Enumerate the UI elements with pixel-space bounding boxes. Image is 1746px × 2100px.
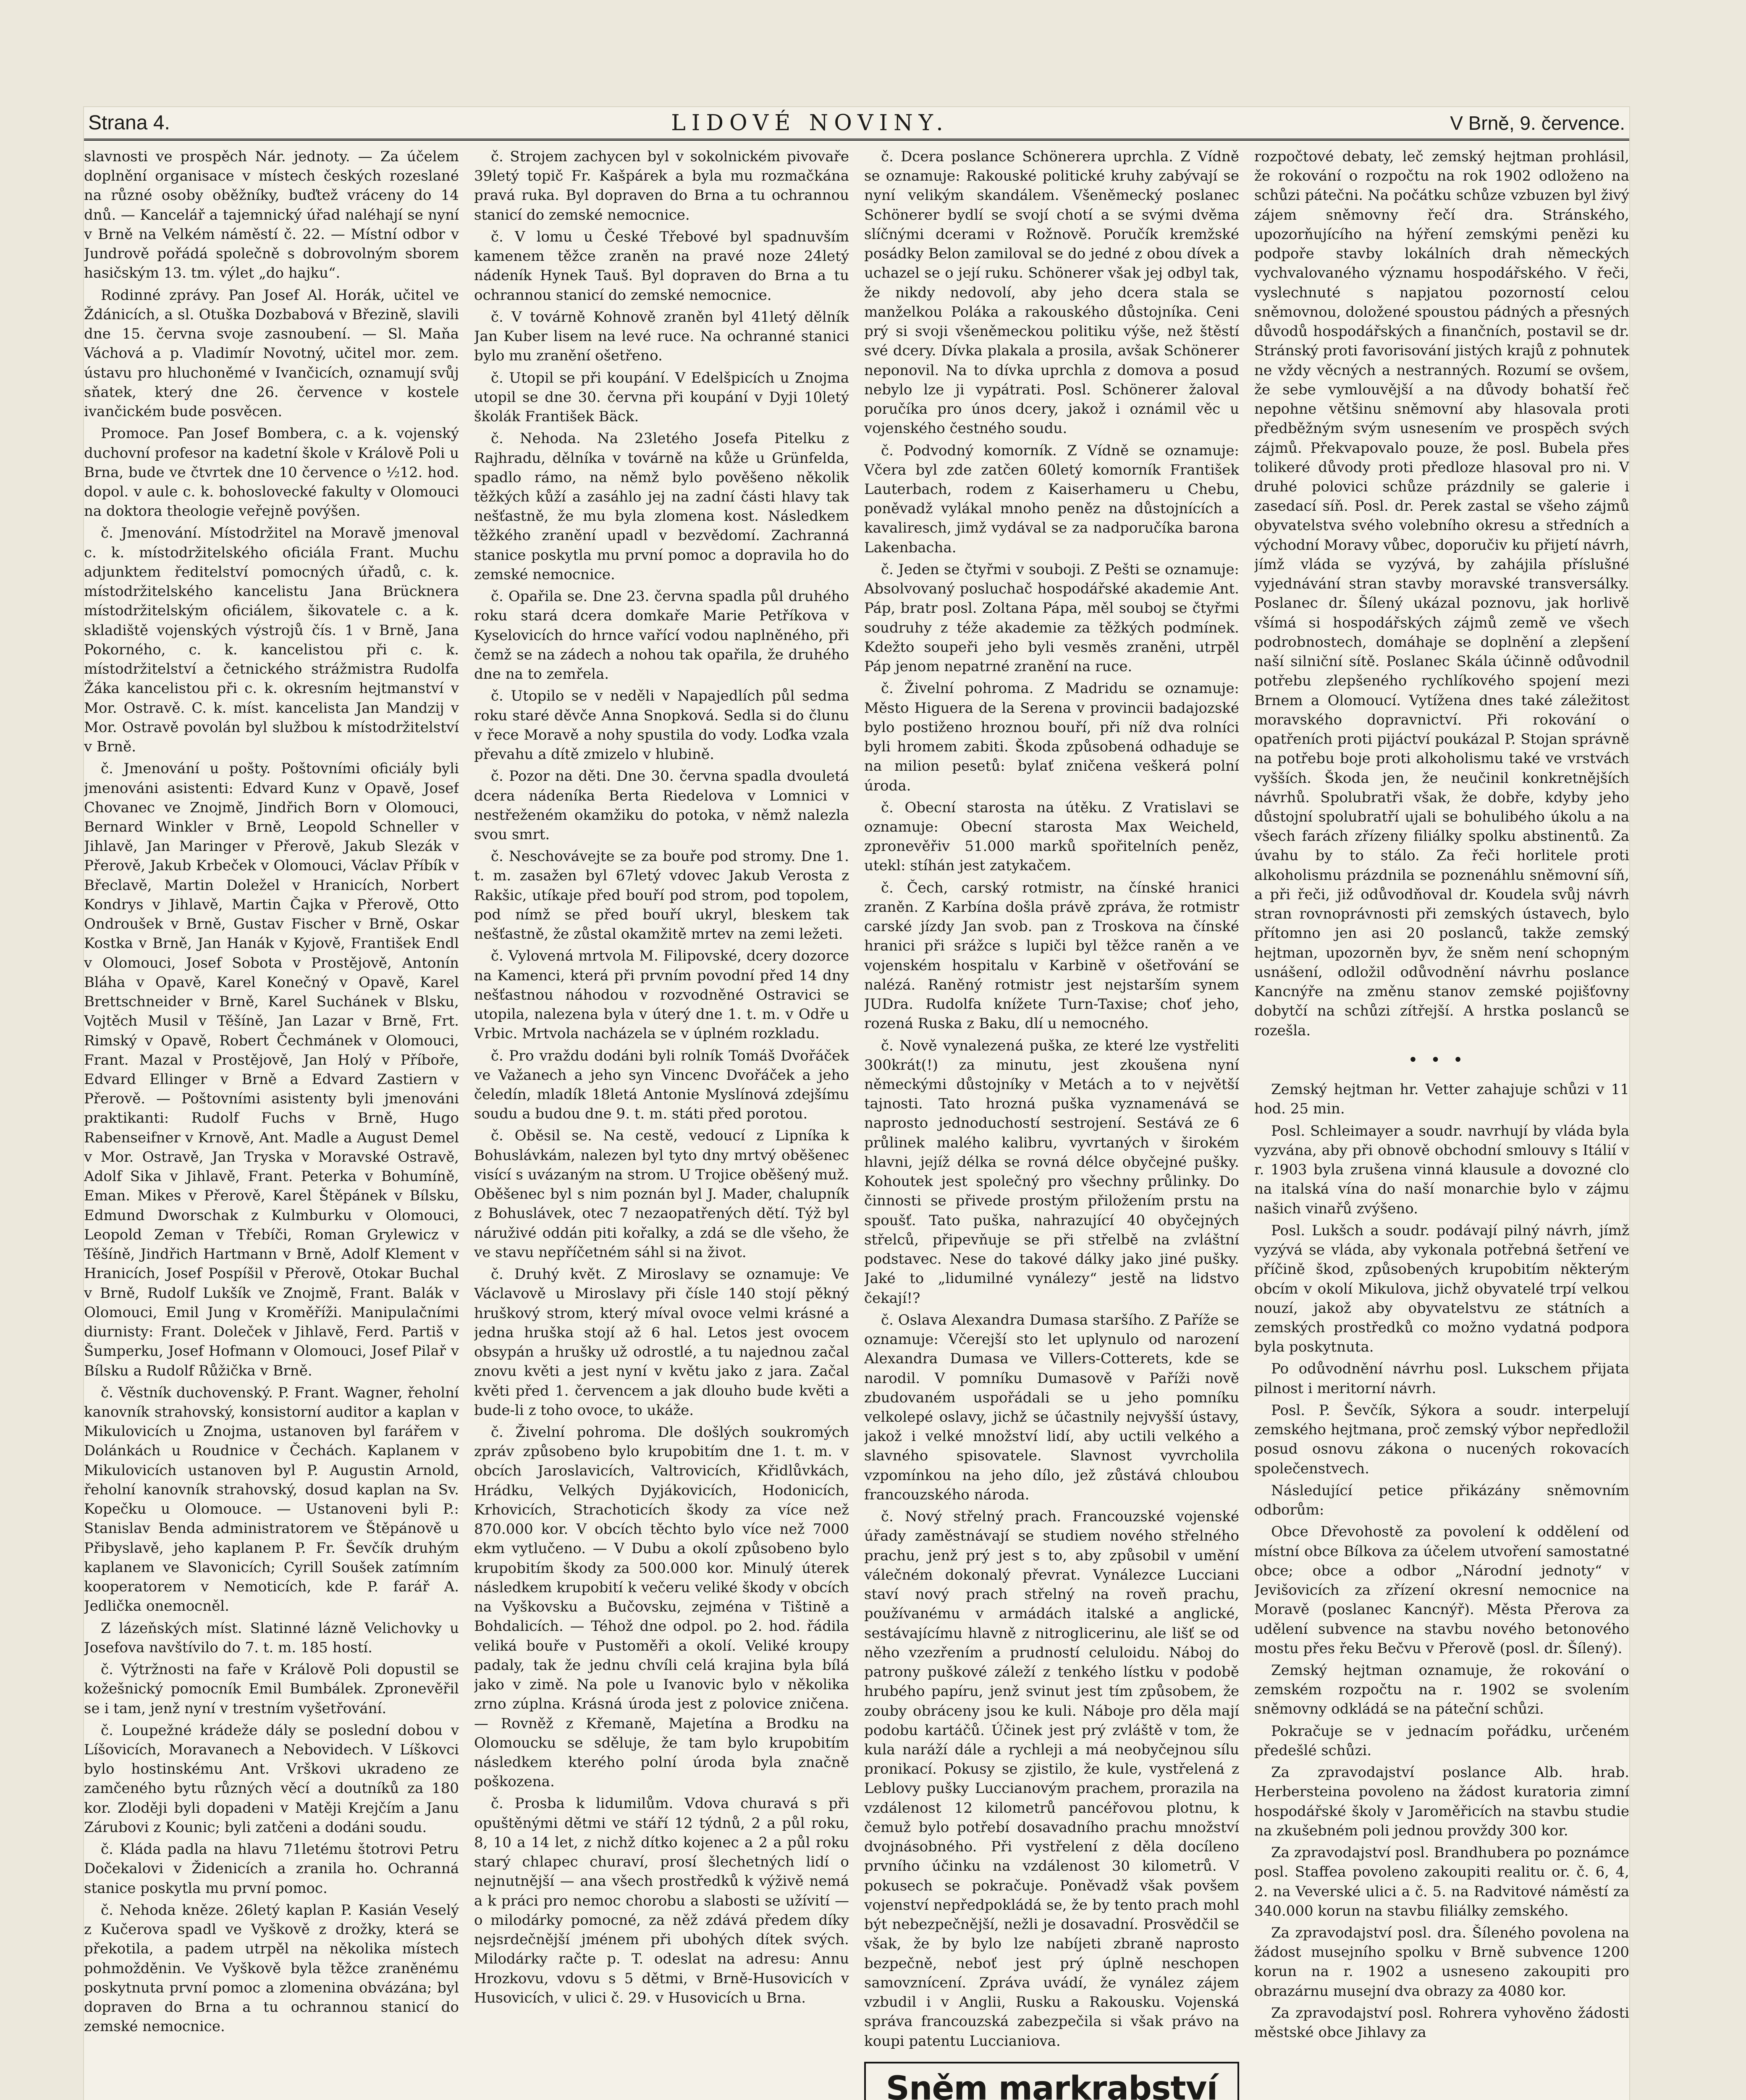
article-paragraph: č. Nehoda kněze. 26letý kaplan P. Kasián Veselý z Kučerova spadl ve Vyškově z drožky, která se překotila, a padem utrpěl na několika místech pohmožděnin. Ve Vyškově byla těžce zraněnému poskytnuta první pomoc a zlomenina obvázána; byl dopraven do Brna a tu ochrannou stanicí do zemské nemocnice.: [84, 1901, 459, 2035]
newspaper-page: [84, 107, 1629, 2100]
article-paragraph: č. Jeden se čtyřmi v souboji. Z Pešti se oznamuje: Absolvovaný posluchač hospodářské akademie Ant. Páp, bratr posl. Zoltana Pápa, měl souboj se čtyřmi soudruhy z téže akademie za těžkých podmínek. Kdežto soupeři jeho byli vesměs zraněni, utrpěl Páp jenom nepatrné zranění na ruce.: [864, 561, 1239, 675]
masthead-title: LIDOVÉ NOVINY.: [671, 110, 949, 136]
article-paragraph: Posl. Schleimayer a soudr. navrhují by vláda byla vyzvána, aby při obnově obchodní smlouvy s Itálií v r. 1903 byla zrušena vinná klausule a dovozné clo na italská vína do naší monarchie bylo v zájmu našich vinařů zvýšeno.: [1254, 1122, 1629, 1217]
column-1: [84, 147, 459, 2100]
article-paragraph: č. Pro vraždu dodáni byli rolník Tomáš Dvořáček ve Važanech a jeho syn Vincenc Dvořáček a jeho čeledín, mladík 18letá Antonie Myslínová zdejšímu soudu a budou dne 9. t. m. státi před porotou.: [474, 1047, 849, 1123]
article-paragraph: č. Oběsil se. Na cestě, vedoucí z Lipníka k Bohuslávkám, nalezen byl tyto dny mrtvý oběšenec visící s uvázaným na strom. U Trojice oběšený muž. Oběšenec byl s nim poznán byl J. Mader, chalupník z Bohuslávek, otec 7 nezaopatřených dětí. Týž byl náruživé oddán piti kořalky, a zdá se dle všeho, že ve stavu nepříčetném sáhl si na život.: [474, 1127, 849, 1261]
article-paragraph: Posl. P. Ševčík, Sýkora a soudr. interpelují zemského hejtmana, proč zemský výbor nepředložil posud osnovu zákona o nucených rokovacích společenstvech.: [1254, 1402, 1629, 1477]
article-paragraph: Z lázeňských míst. Slatinné lázně Velichovky u Josefova navštívilo do 7. t. m. 185 hostí.: [84, 1620, 459, 1656]
article-paragraph: Obce Dřevohostě za povolení k oddělení od místní obce Bílkova za účelem utvoření samostatné obce; obce a odbor „Národní jednoty“ v Jevišovicích za zřízení okresní nemocnice na Moravě (poslanec Kancnýř). Města Přerova za udělení subvence na stavbu nového betonového mostu přes řeku Bečvu v Přerově (posl. dr. Šílený).: [1254, 1523, 1629, 1657]
article-paragraph: č. Prosba k lidumilům. Vdova churavá s při opuštěnými dětmi ve stáří 12 týdnů, 2 a půl roku, 8, 10 a 14 let, z nichž dítko kojenec a 2 a půl roku starý chlapec churaví, prosí šlechetných lidí o nejnutnější — ana všech prostředků k výživě nemá a k práci pro nemoc chorobu a slabosti se užívití — o milodárky pomocné, za něž zdává předem díky nejsrdečnější jménem při ubohých dítek svých. Milodárky račte p. T. odeslat na adresu: Annu Hrozkovu, vdovu s 5 dětmi, v Brně-Husovicích v Husovicích, v ulici č. 29. v Husovicích u Brna.: [474, 1795, 849, 2006]
article-paragraph: Za zpravodajství posl. dra. Šíleného povolena na žádost musejního spolku v Brně subvence 1200 korun na r. 1902 a usneseno zakoupiti pro obrazárnu musejní dva obrazy za 4080 kor.: [1254, 1924, 1629, 2000]
article-paragraph: Následující petice přikázány sněmovním odborům:: [1254, 1482, 1629, 1519]
article-paragraph: Za zpravodajství posl. Rohrera vyhověno žádosti městské obce Jihlavy za: [1254, 2004, 1629, 2041]
section-divider: •​•​•: [1408, 1050, 1476, 1070]
diet-report-title: Sněm markrabství: [886, 2069, 1218, 2100]
article-paragraph: č. Nový střelný prach. Francouzské vojenské úřady zaměstnávají se studiem nového střelného prachu, jenž prý jest s to, aby způsobil v umění válečném dokonalý převrat. Vynálezce Lucciani staví nový prach střelný na roveň prachu, používanému v armádách italské a anglické, sestávajícímu hlavně z nitroglicerinu, ale lišť se od něho vzezřením a prudností celuloidu. Náboj do patrony puškové záleží z tenkého lístku v podobě hrubého papíru, jenž svinut jest tím způsobem, že zouby obráceny jsou ke kuli. Náboje pro děla mají podobu kartáčů. Účinek jest prý zvláště v tom, že kula naráží dále a rychleji a má neobyčejnou sílu pronikací. Pokusy se zjistilo, že kule, vystřelená z Leblovy pušky Luccianovým prachem, prorazila na vzdálenost 12 kilometrů pancéřovou plotnu, k čemuž bylo potřebí dosavadního prachu množství dvojnásobného. Při vystřelení z děla docíleno prvního účinku na vzdálenost 30 kilometrů. V pokusech se pokračuje. Poněvadž však povšem vojenství nepředpokládá se, že by tento prach mohl být nebezpečnější, nežli je dosavadní. Prosvědčil se však, že by bylo lze nabíjeti zbraně naprosto bezpečně, neboť jest prý úplně neschopen samovznícení. Zpráva uvádí, že vynález zájem vzbudil i v Anglii, Rusku a Rakousku. Vojenská správa francouzská zabezpečila si však právo na koupi patentu Luccianiova.: [864, 1508, 1239, 2050]
article-paragraph: č. Čech, carský rotmistr, na čínské hranici zraněn. Z Karbína došla právě zpráva, že rotmistr carské jízdy Jan svob. pan z Troskova na čínské hranici při srážce s lupiči byl těžce raněn a ve vojenském hospitalu v Karbině v ošetřování se nalézá. Raněný rotmistr jest nejstarším synem JUDra. Rudolfa knížete Turn-Taxise; choť jeho, rozená Ruska z Baku, dlí u nemocného.: [864, 879, 1239, 1032]
article-paragraph: č. Druhý květ. Z Miroslavy se oznamuje: Ve Václavově u Miroslavy při čísle 140 stojí pěkný hruškový strom, který míval ovoce velmi krásné a jedna hruška stojí až 6 hal. Letos jest ovocem obsypán a hrušky už odrostlé, a tu najednou začal znovu květi a jest nyní v květu jako z jara. Začal květi před 1. červencem a jak dlouho bude květi a bude-li z toho ovoce, to ukáže.: [474, 1266, 849, 1419]
article-paragraph: Rodinné zprávy. Pan Josef Al. Horák, učitel ve Ždánicích, a sl. Otuška Dozbabová v Březině, slavili dne 15. června svoje zasnoubení. — Sl. Maňa Váchová a p. Vladimír Novotný, učitel mor. zem. ústavu pro hluchoněmé v Ivančicích, oznamují svůj sňatek, který dne 26. července v kostele ivančickém bude posvěcen.: [84, 286, 459, 420]
column-2: [474, 147, 849, 2100]
article-paragraph: slavnosti ve prospěch Nár. jednoty. — Za účelem doplnění organisace v místech českých rozeslané na různé osoby oběžníky, buďtež vráceny do 14 dnů. — Kancelář a tajemnický úřad naléhají se nyní v Brně na Velkém náměstí č. 22. — Místní odbor v Jundrově pořádá společně s dobrovolným sborem hasičským 13. tm. výlet „do hajku“.: [84, 148, 459, 282]
article-paragraph: č. Živelní pohroma. Z Madridu se oznamuje: Město Higuera de la Serena v provincii badajozské bylo postiženo hroznou bouří, při níž dva rolníci byli hromem zabiti. Škoda způsobená odhaduje se na milion pesetů: bylať zničena veškerá polní úroda.: [864, 680, 1239, 794]
dateline: V Brně, 9. července.: [1450, 112, 1625, 134]
article-paragraph: Za zpravodajství posl. Brandhubera po poznámce posl. Staffea povoleno zakoupiti realitu or. č. 6, 4, 2. na Veverské ulici a č. 5. na Radvitové náměstí za 340.000 korun na stavbu filiálky zemského.: [1254, 1844, 1629, 1919]
article-paragraph: č. Strojem zachycen byl v sokolnickém pivovaře 39letý topič Fr. Kašpárek a byla mu rozmačkána pravá ruka. Byl dopraven do Brna a tu ochrannou stanicí do zemské nemocnice.: [474, 148, 849, 223]
article-paragraph: č. Nově vynalezená puška, ze které lze vystřeliti 300krát(!) za minutu, jest zkoušena nyní německými důstojníky v Metách a to v největší tajnosti. Tato hrozná puška vyznamenává se naprosto jednoduchostí sestrojení. Sestává ze 6 průlinek malého kalibru, vyvrtaných v širokém hlavni, jejíž délka se rovná délce obyčejné pušky. Kohoutek jest společný pro všechny průlinky. Do činnosti se přivede prostým přiložením prstu na spoušť. Tato puška, nahrazující 40 obyčejných střelců, připevňuje se při střelbě na zvláštní podstavec. Nese do takové dálky jako jiné pušky. Jaké to „lidumilné vynálezy“ jestě na lidstvo čekají!?: [864, 1037, 1239, 1307]
article-paragraph: č. Věstník duchovenský. P. Frant. Wagner, řeholní kanovník strahovský, konsistorní auditor a kaplan v Mikulovicích u Znojma, ustanoven byl farářem v Dolánkách u Roudnice v Čechách. Kaplanem v Mikulovicích ustanoven byl P. Augustin Arnold, řeholní kanovník strahovský, dosud kaplan na Sv. Kopečku u Olomouce. — Ustanoveni byli P.: Stanislav Benda administratorem ve Štěpánově u Přibyslavě, jeho kaplanem P. Fr. Ševčík druhým kaplanem ve Slavonicích; Cyrill Soušek zatímním kooperatorem v Nemoticích, kde P. farář A. Jedlička onemocněl.: [84, 1384, 459, 1615]
article-paragraph: č. Utopilo se v neděli v Napajedlích půl sedma roku staré děvče Anna Snopková. Sedla si do člunu v řece Moravě a nohy spustila do vody. Loďka vzala převahu a dítě zmizelo v hlubině.: [474, 688, 849, 763]
column-3: [864, 147, 1239, 2100]
article-paragraph: Posl. Lukšch a soudr. podávají pilný návrh, jímž vyzývá se vláda, aby vykonala potřebná šetření ve příčině škod, způsobených krupobitím některým obcím v okolí Mikulova, jichž obyvatelé trpí velkou nouzí, jakož aby obyvatelstvu ze státních a zemských prostředků co možno vydatná podpora byla poskytnuta.: [1254, 1222, 1629, 1356]
article-paragraph: rozpočtové debaty, leč zemský hejtman prohlásil, že rokování o rozpočtu na rok 1902 odloženo na schůzi pátečni. Na počátku schůze vzbuzen byl živý zájem sněmovny řečí dra. Stránského, upozorňujícího na hýření zemskými penězi ku podpoře stavby lokálních drah německých vychvalovaného významu hospodářského. V řeči, vyslechnuté s napjatou pozorností celou sněmovnou, doložené spoustou pádných a přesných důvodů hospodářských a finančních, postavil se dr. Stránský proti favorisování jistých krajů z pohnutek ne vždy věcných a nestranných. Rozumí se ovšem, že sebe vymlouvější a na důvody bohatší řeč nepohne většinu sněmovní aby hlasovala proti předběžným svým usnesením ve prospěch svých zájmů. Překvapovalo pouze, že posl. Bubela přes tolikeré důvody proti předloze hlasoval pro ni. V druhé polovici schůze prázdnily se galerie i zasedací síň. Posl. dr. Perek zastal se všeho zájmů obyvatelstva svého volebního okresu a středních a východní Moravy vůbec, doporučiv ku přijetí návrh, jímž vláda se vyzývá, by zahájila příslušné vyjednávání stran stavby moravské transversálky. Poslanec dr. Šílený ukázal poznovu, jak horlivě všímá si hospodářských zájmů země ve všech podrobnostech, domáhaje se doplnění a zlepšení naší silniční sítě. Poslanec Skála účinně odůvodnil potřebu zlepšeného rychlíkového spojení mezi Brnem a Olomoucí. Vytížena dnes také záležitost moravského dopravnictví. Při rokování o opatřeních proti pijáctví poukázal P. Stojan správně na potřebu boje proti alkoholismu také ve vrstvách vyšších. Škoda jen, že neučinil konkretnějších návrhů. Spolubratři však, že dobře, kdyby jeho důstojní spolubratří ujali se bohulibého úkolu a na všech farách zřízeny filiálky spolku abstinentů. Za úvahu by to stálo. Za řeči horlitele proti alkoholismu prázdnila se poznenáhlu sněmovní síň, a při řeči, již odůvodňoval dr. Koudela svůj návrh stran rovnoprávnosti při zemských ústavech, bylo přítomno jen asi 20 poslanců, takže zemský hejtman, upozorněn byv, že sněm není schopným usnášení, odložil odůvodnění návrhu poslance Kancnýře na změnu stanov zemské pojišťovny dobytčí na schůzi zítřejší. A hrstka poslanců se rozešla.: [1254, 148, 1629, 1039]
article-paragraph: Za zpravodajství poslance Alb. hrab. Herbersteina povoleno na žádost kuratoria zimní hospodářské školy v Jaroměřicích na stavbu studie na zkušebném poli jednou provždy 300 kor.: [1254, 1764, 1629, 1839]
article-paragraph: č. Opařila se. Dne 23. června spadla půl druhého roku stará dcera domkaře Marie Petříkova v Kyselovicích do hrnce vařící vodou naplněného, při čemž se na zádech a nohou tak opařila, že druhého dne na to zemřela.: [474, 588, 849, 683]
article-paragraph: č. Podvodný komorník. Z Vídně se oznamuje: Včera byl zde zatčen 60letý komorník František Lauterbach, rodem z Kaiserhameru u Chebu, poněvadž vylákal mnoho peněz na důstojnících a kavaliresch, jimž vydával se za nadporučíka barona Lakenbacha.: [864, 442, 1239, 556]
page-number: Strana 4.: [88, 112, 170, 134]
article-paragraph: č. Nehoda. Na 23letého Josefa Pitelku z Rajhradu, dělníka v továrně na kůže u Grünfelda, spadlo rámo, na němž bylo pověšeno několik těžkých kůží a zasáhlo jej na zadní části hlavy tak nešťastně, že mu byla zlomena kost. Následkem těžkého zranění upadl v bezvědomí. Zachranná stanice poskytla mu první pomoc a dopravila ho do zemské nemocnice.: [474, 430, 849, 583]
article-paragraph: č. Oslava Alexandra Dumasa staršího. Z Paříže se oznamuje: Včerejší sto let uplynulo od narození Alexandra Dumasa ve Villers-Cotterets, kde se narodil. V pomníku Dumasově v Paříži nově zbudovaném uspořádali se u jeho pomníku velkolepé oslavy, jichž se účastnily nejvyšší ústavy, jakož i velké množství lidí, aby uctili velkého a slavného spisovatele. Slavnost vyvrcholila vzpomínkou na jeho dílo, jež zůstává chloubou francouzského národa.: [864, 1311, 1239, 1503]
article-paragraph: č. Dcera poslance Schönerera uprchla. Z Vídně se oznamuje: Rakouské politické kruhy zabývají se nyní velikým skandálem. Všeněmecký poslanec Schönerer bydlí se svojí chotí a se svými dvěma slíčnými dcerami v Rožnově. Poručík kremžské posádky Belon zamiloval se do jedné z obou dívek a uchazel se o její ruku. Schönerer však jej odbyl tak, že nikdy nedovolí, aby jeho dcera stala se manželkou Poláka a rakouského důstojníka. Ceni prý si svoji všeněmeckou politiku výše, než štěstí své dcery. Dívka plakala a prosila, avšak Schönerer neponovil. Na to dívka uprchla z domova a posud nebylo lze ji vypátrati. Posl. Schönerer žaloval poručíka pro únos dcery, jakož i oznámil věc u vojenského čestného soudu.: [864, 148, 1239, 437]
article-paragraph: č. Loupežné krádeže dály se poslední dobou v Líšovicích, Moravanech a Nebovidech. V Líškovci bylo hostinskému Ant. Vrškovi ukradeno ze zamčeného bytu různých věcí a doutníků za 180 kor. Zloději byli dopadeni v Matěji Krejčím a Janu Zárubovi z Kounic; byli zatčeni a dodáni soudu.: [84, 1722, 459, 1836]
diet-report-heading-box: [864, 2062, 1239, 2100]
page-header: [84, 107, 1629, 141]
article-paragraph: č. Kláda padla na hlavu 71letému štotrovi Petru Dočekalovi v Židenicích a zranila ho. Ochranná stanice poskytla mu první pomoc.: [84, 1841, 459, 1897]
article-paragraph: č. Výtržnosti na faře v Králově Poli dopustil se kožešnický pomocník Emil Bumbálek. Zpronevěřil se i tam, jenž nyní v trestním vyšetřování.: [84, 1661, 459, 1717]
article-paragraph: Po odůvodnění návrhu posl. Lukschem přijata pilnost i meritorní návrh.: [1254, 1360, 1629, 1397]
article-paragraph: č. Utopil se při koupání. V Edelšpicích u Znojma utopil se dne 30. června při koupání v Dyji 10letý školák František Bäck.: [474, 369, 849, 425]
article-paragraph: č. Pozor na děti. Dne 30. června spadla dvouletá dcera nádeníka Berta Riedelova v Lomnici v nestřeženém okamžiku do potoka, v němž nalezla svou smrt.: [474, 768, 849, 843]
article-paragraph: č. Neschovávejte se za bouře pod stromy. Dne 1. t. m. zasažen byl 67letý vdovec Jakub Verosta z Rakšic, utíkaje před bouří pod strom, pod topolem, pod nímž se před bouří ukryl, bleskem tak nešťastně, že zůstal okamžitě mrtev na zemi ležeti.: [474, 848, 849, 943]
article-paragraph: č. V továrně Kohnově zraněn byl 41letý dělník Jan Kuber lisem na levé ruce. Na ochranné stanici bylo mu zranění ošetřeno.: [474, 308, 849, 365]
article-columns: [84, 147, 1629, 2100]
article-paragraph: Pokračuje se v jednacím pořádku, určeném předešlé schůzi.: [1254, 1722, 1629, 1759]
article-paragraph: č. Jmenování u pošty. Poštovními oficiály byli jmenováni asistenti: Edvard Kunz v Opavě, Josef Chovanec ve Znojmě, Jindřich Born v Olomouci, Bernard Winkler v Brně, Leopold Schneller v Jihlavě, Jan Maringer v Přerově, Jakub Slezák v Přerově, Jakub Krbeček v Olomouci, Václav Příbík v Břeclavě, Martin Doležel v Hranicích, Norbert Kondrys v Jihlavě, Martin Čajka v Přerově, Otto Ondroušek v Brně, Gustav Fischer v Brně, Oskar Kostka v Brně, Jan Hanák v Kyjově, František Endl v Olomouci, Josef Sobota v Prostějově, Antonín Bláha v Opavě, Karel Konečný v Opavě, Karel Brettschneider v Brně, Karel Suchánek v Blsku, Vojtěch Musil v Těšíně, Jan Lazar v Brně, Frt. Rimský v Opavě, Robert Čechmánek v Olomouci, Frant. Mazal v Prostějově, Jan Holý v Příboře, Edvard Ellinger v Brně a Edvard Zastiern v Přerově. — Poštovními asistenty byli jmenováni praktikanti: Rudolf Fuchs v Brně, Hugo Rabenseifner v Krnově, Ant. Madle a August Demel v Mor. Ostravě, Jan Tryska v Moravské Ostravě, Adolf Sika v Jihlavě, Frant. Peterka v Bohumíně, Eman. Mikes v Přerově, Karel Štěpánek v Bílsku, Edmund Dworschak z Kulmburku v Olomouci, Leopold Zeman v Třebíči, Roman Grylewicz v Těšíně, Jindřich Hartmann v Brně, Adolf Klement v Hranicích, Josef Pospíšil v Přerově, Otokar Buchal v Brně, Rudolf Lukšík ve Znojmě, Frant. Balák v Olomouci, Emil Jung v Kroměříži. Manipulačními diurnisty: Frant. Doleček v Jihlavě, Ferd. Partiš v Šumperku, Josef Hofmann v Olomouci, Josef Pilař v Bílsku a Rudolf Růžička v Brně.: [84, 760, 459, 1379]
article-paragraph: č. V lomu u České Třebové byl spadnuvším kamenem těžce zraněn na pravé noze 24letý nádeník Hynek Tauš. Byl dopraven do Brna a tu ochrannou stanicí do zemské nemocnice.: [474, 228, 849, 304]
article-paragraph: Promoce. Pan Josef Bombera, c. a k. vojenský duchovní profesor na kadetní škole v Králově Poli u Brna, bude ve čtvrtek dne 10 července o ½12. hod. dopol. v aule c. k. bohoslovecké fakulty v Olomouci na doktora theologie veřejně povýšen.: [84, 425, 459, 520]
column-4: [1254, 147, 1629, 2100]
article-paragraph: č. Vylovená mrtvola M. Filipovské, dcery dozorce na Kamenci, která při prvním povodní před 14 dny nešťastnou náhodou v rozvodněné Ostravici se utopila, nalezena byla v úterý dne 1. t. m. v Odře u Vrbic. Mrtvola nacházela se v úplném rozkladu.: [474, 948, 849, 1042]
article-paragraph: Zemský hejtman oznamuje, že rokování o zemském rozpočtu na r. 1902 se svolením sněmovny odkládá se na páteční schůzi.: [1254, 1662, 1629, 1718]
article-paragraph: Zemský hejtman hr. Vetter zahajuje schůzi v 11 hod. 25 min.: [1254, 1081, 1629, 1118]
article-paragraph: č. Obecní starosta na útěku. Z Vratislavi se oznamuje: Obecní starosta Max Weicheld, zpronevěřiv 51.000 marků spořitelních peněz, utekl: stíhán jest zatykačem.: [864, 799, 1239, 874]
article-paragraph: č. Živelní pohroma. Dle došlých soukromých zpráv způsobeno bylo krupobitím dne 1. t. m. v obcích Jaroslavicích, Valtrovicích, Křidlůvkách, Hrádku, Velkých Dyjákovicích, Hodonicích, Krhovicích, Strachoticích škody za více než 870.000 kor. V obcích těchto bylo více než 7000 ekm vytlučeno. — V Dubu a okolí způsobeno bylo krupobitím škody za 500.000 kor. Minulý úterek následkem krupobití k večeru veliké škody v obcích na Vyškovsku a Bučovsku, zejména v Tištině a Bohdalicích. — Téhož dne odpol. po 2. hod. řádila veliká bouře v Pustoměři a okolí. Veliké kroupy padaly, tak že jednu chvíli celá krajina byla bílá jako v zimě. Na pole u Ivanovic bylo v několika zrno zúplna. Krásná úroda jest z polovice zničena. — Rovněž z Křemaně, Majetína a Brodku na Olomoucku se sděluje, že tam bylo krupobitím následkem kterého polní úroda byla značně poškozena.: [474, 1424, 849, 1790]
article-paragraph: č. Jmenování. Místodržitel na Moravě jmenoval c. k. místodržitelského oficiála Frant. Muchu adjunktem ředitelství pomocných úřadů, c. k. místodržitelského kancelistu Jana Brücknera místodržitelským oficiálem, šikovatele c. a k. skladiště vojenských výstrojů čís. 1 v Brně, Jana Pokorného, c. k. kancelistou při c. k. místodržitelství a četnického strážmistra Rudolfa Žáka kancelistou při c. k. okresním hejtmanství v Mor. Ostravě. C. k. míst. kancelista Jan Mandzij v Mor. Ostravě povolán byl službou k místodržitelství v Brně.: [84, 525, 459, 756]
